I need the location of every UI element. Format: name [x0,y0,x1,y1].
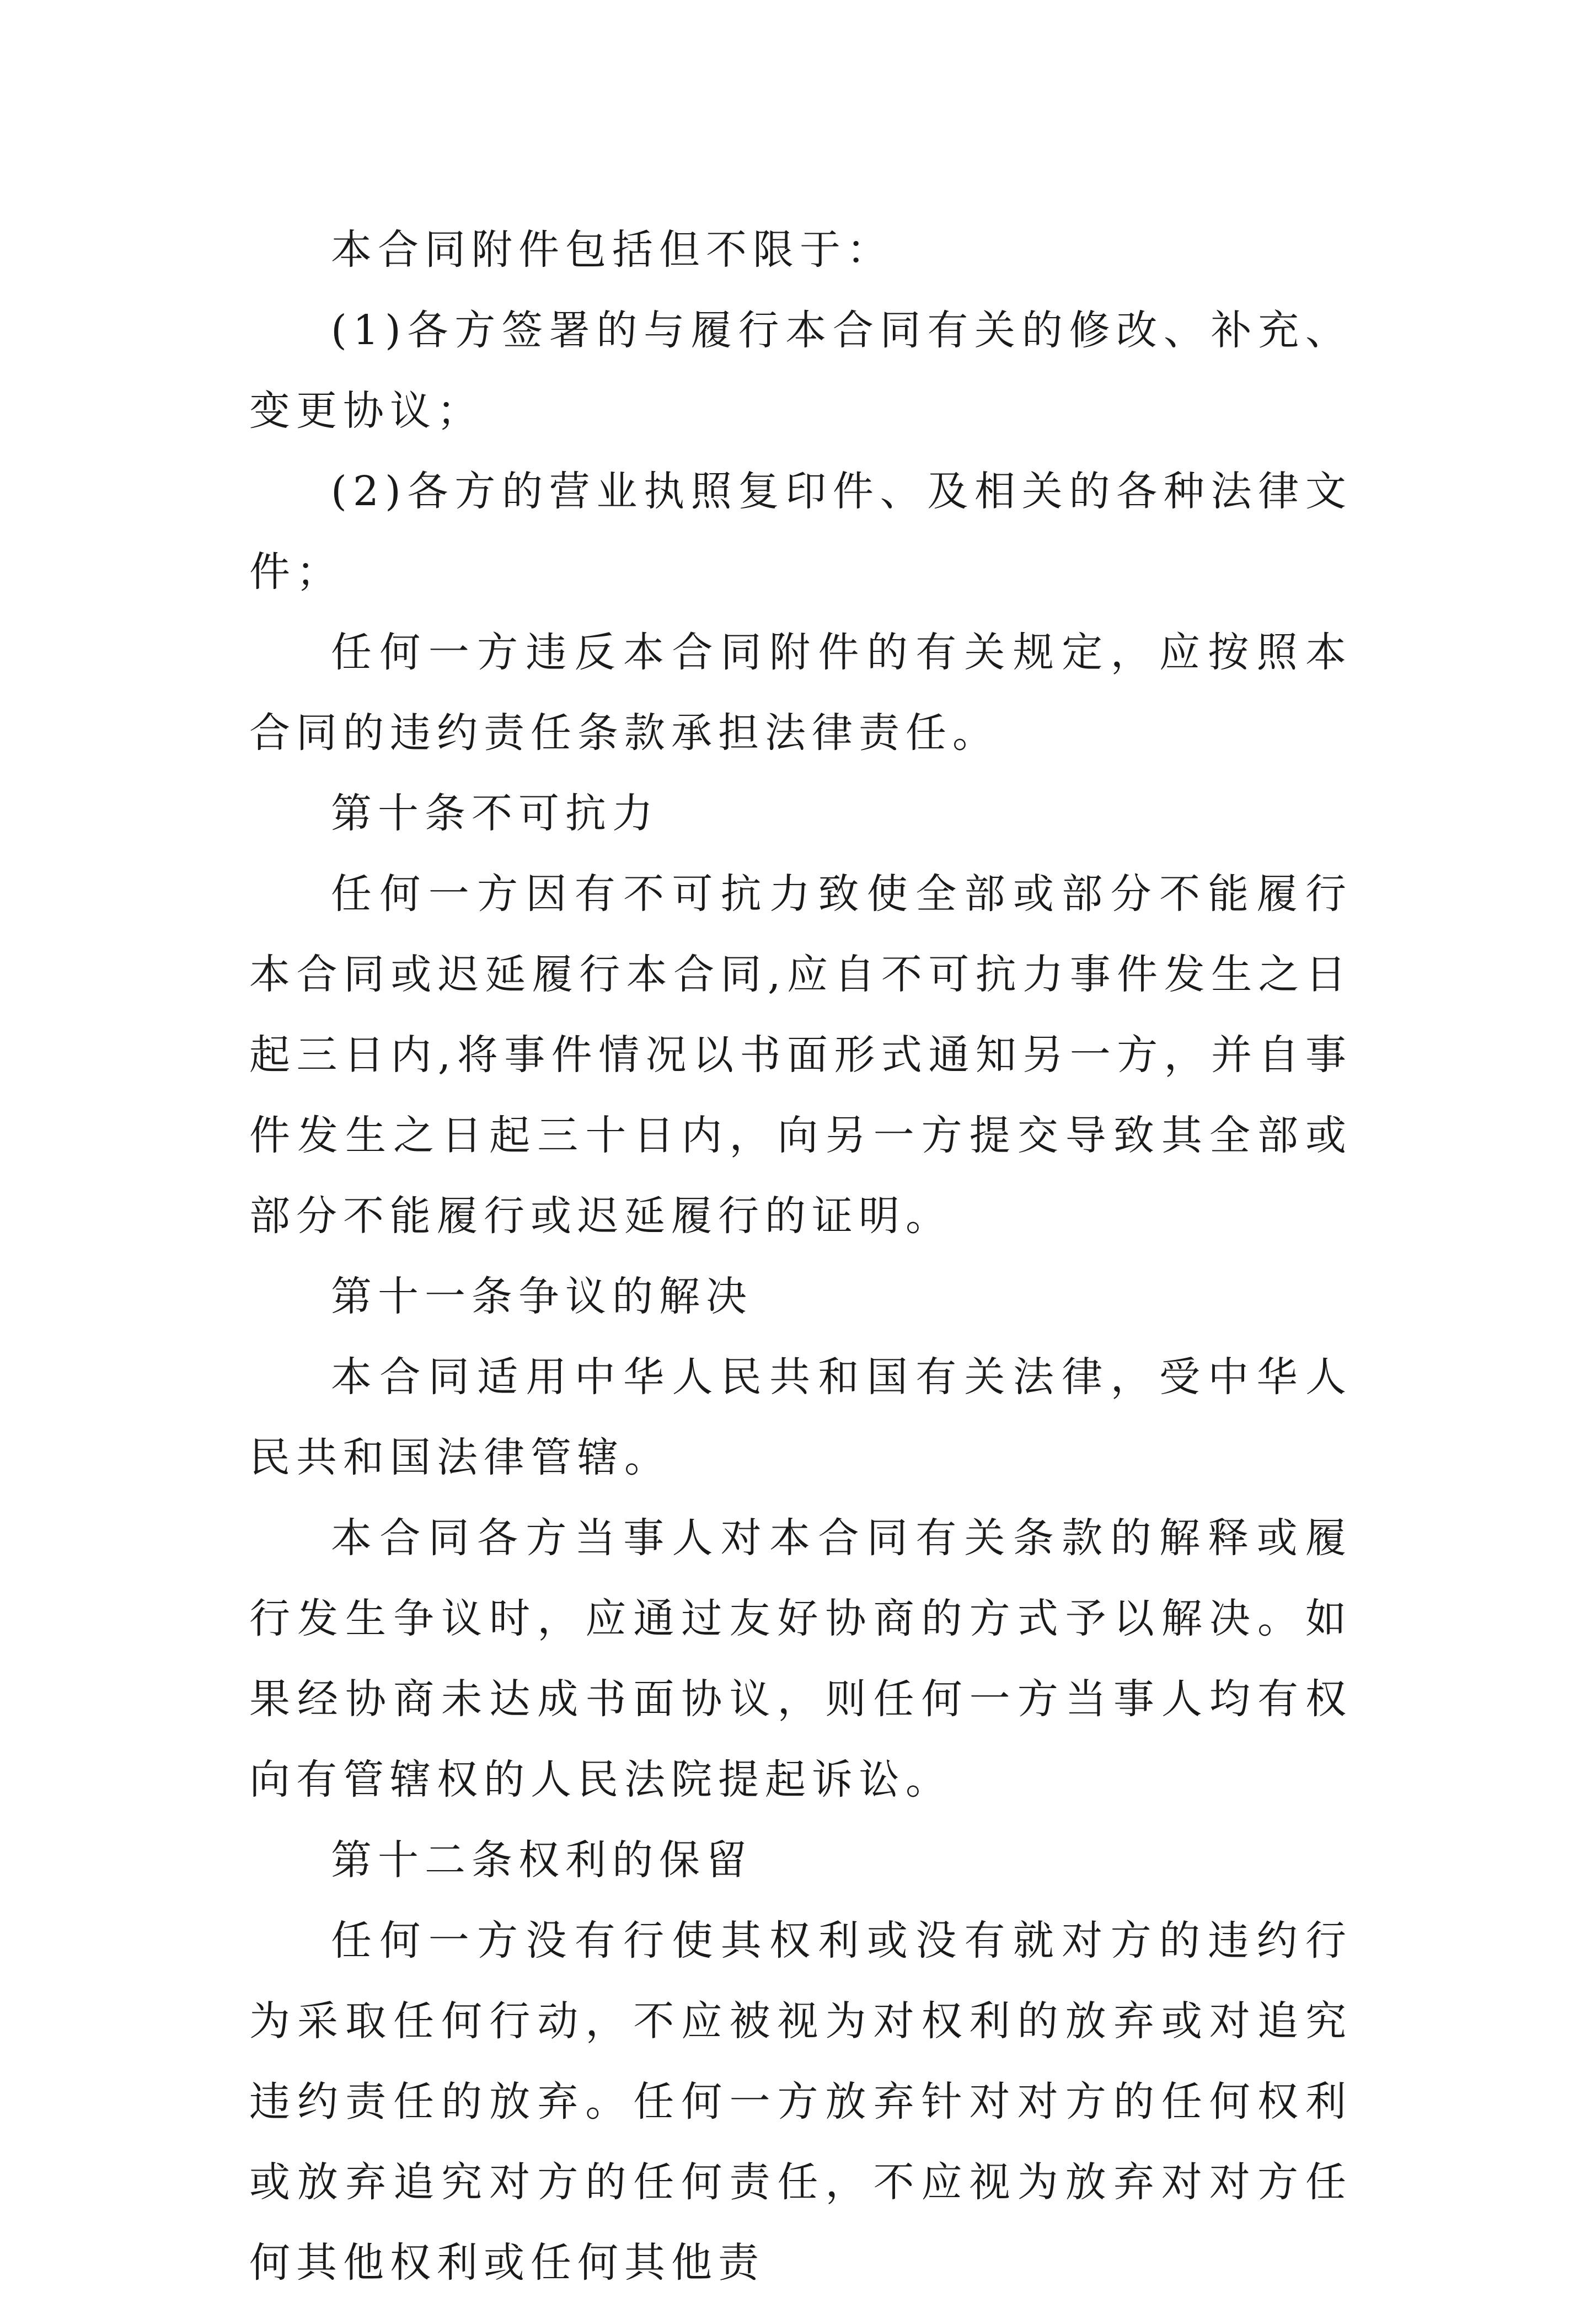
article-10-body: 任何一方因有不可抗力致使全部或部分不能履行本合同或迟延履行本合同,应自不可抗力事件发生之日起三日内,将事件情况以书面形式通知另一方，并自事件发生之日起三十日内，向另一方提交导致其全部或部分不能履行或迟延履行的证明。 [249,870,1352,1240]
paragraph-attachment-item-2: (2)各方的营业执照复印件、及相关的各种法律文件； [249,468,1352,596]
paragraph-attachment-item-1: (1)各方签署的与履行本合同有关的修改、补充、变更协议； [249,307,1352,435]
article-11-body-law: 本合同适用中华人民共和国有关法律，受中华人民共和国法律管辖。 [249,1353,1352,1481]
article-12-body: 任何一方没有行使其权利或没有就对方的违约行为采取任何行动，不应被视为对权利的放弃或对追究违约责任的放弃。任何一方放弃针对对方的任何权利或放弃追究对方的任何责任，不应视为放弃对对方任何其他权利或任何其他责 [249,1917,1352,2286]
document-body [249,210,1352,2303]
paragraph-attachment-breach: 任何一方违反本合同附件的有关规定，应按照本合同的违约责任条款承担法律责任。 [249,629,1352,757]
article-11-body-dispute: 本合同各方当事人对本合同有关条款的解释或履行发生争议时，应通过友好协商的方式予以解决。如果经协商未达成书面协议，则任何一方当事人均有权向有管辖权的人民法院提起诉讼。 [249,1514,1352,1803]
article-12-heading: 第十二条权利的保留 [331,1836,753,1884]
article-11-heading: 第十一条争议的解决 [331,1273,753,1320]
paragraph-attachments-intro: 本合同附件包括但不限于： [331,226,893,274]
article-10-heading: 第十条不可抗力 [331,790,659,837]
